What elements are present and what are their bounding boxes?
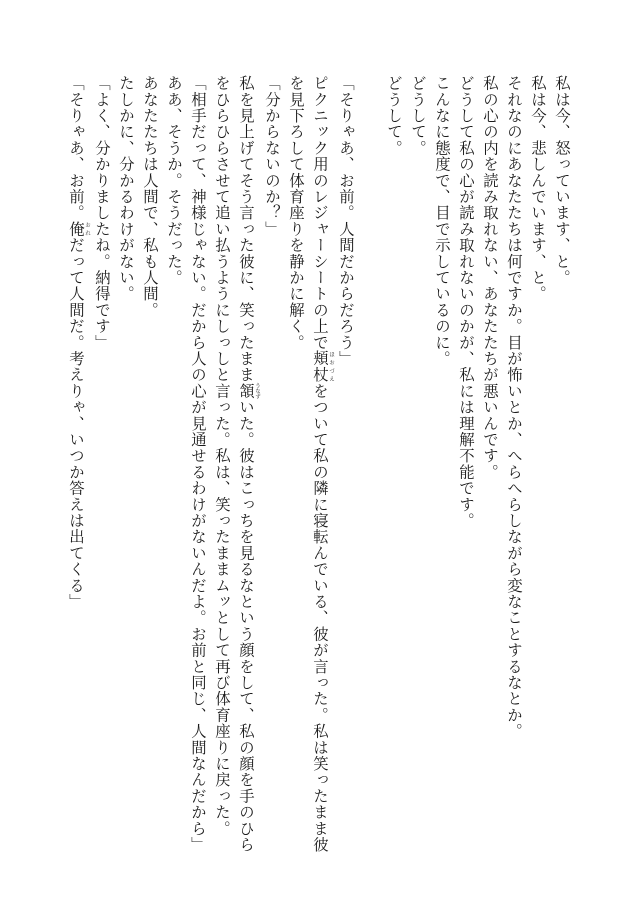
text-line-20: 「よく、分かりましたね。納得です」: [93, 75, 111, 351]
text-line-18: あなたたちは人間で、私も人間。: [141, 75, 159, 318]
text-line-17: ああ、そうか。そうだった。: [165, 75, 183, 286]
paragraph-picnic-start: ピクニック用のレジャーシートの上で: [311, 75, 329, 351]
ruby-unazu-base: 頷: [237, 382, 255, 400]
text-line-5: どうして私の心が読み取れないのかが、私には理解不能です。: [457, 75, 475, 529]
blank-line: [358, 75, 382, 855]
ruby-unazu: [237, 382, 260, 400]
ruby-hozue-base: 頬杖: [311, 350, 329, 383]
vertical-text-body: [64, 75, 574, 855]
paragraph-nod: [210, 75, 260, 855]
text-line-4: 私の心の内を読み取れない、あなたたちが悪いんです。: [481, 75, 499, 480]
paragraph-picnic-end: をついて私の隣に寝転んでいる、彼が言った。私は笑ったまま彼を見下ろして体育座りを静かに解く。: [287, 75, 329, 853]
text-line-8: どうして。: [385, 75, 403, 156]
text-line-2: 私は今、悲しんでいます、と。: [529, 75, 547, 302]
text-line-21: 「そりゃあ、お前。俺 おれだって人間だ。考えりゃ、いつか答えは出てくる」: [67, 75, 90, 610]
paragraph-god: 「相手だって、神様じゃない。だから人の心が見通せるわけがないんだよ。お前と同じ、人間なんだから」: [189, 75, 207, 853]
paragraph-picnic: [284, 75, 334, 855]
text-line-3: それなのにあなたたちは何ですか。目が怖いとか、へらへらしながら変なことするなとか。: [505, 75, 523, 740]
text-line-13: 「分からないのか？」: [263, 75, 281, 237]
text-line-6: こんなに態度で、目で示しているのに。: [433, 75, 451, 367]
text-line-1: 私は今、怒っています、と。: [553, 75, 571, 286]
text-line-10: 「そりゃあ、お前。人間だからだろう」: [337, 75, 355, 367]
text-line-19: たしかに、分かるわけがない。: [117, 75, 135, 302]
ruby-ore-reading: おれ: [84, 220, 90, 238]
paragraph-nod-start: 私を見上げてそう言った彼に、笑ったまま: [237, 75, 255, 383]
ruby-hozue-reading: ほおづえ: [328, 350, 334, 383]
text-line-7: どうして。: [409, 75, 427, 156]
ruby-unazu-reading: うなず: [254, 382, 260, 400]
paragraph-nod-end: いた。彼はこっちを見るなという顔をして、私の顔を手のひらをひらひらさせて追い払うようにしっしと言った。私は、笑ったままムッとして再び体育座りに戻った。: [213, 75, 255, 853]
ruby-ore: 俺 おれ: [67, 220, 90, 238]
ruby-hozue: [311, 350, 334, 383]
